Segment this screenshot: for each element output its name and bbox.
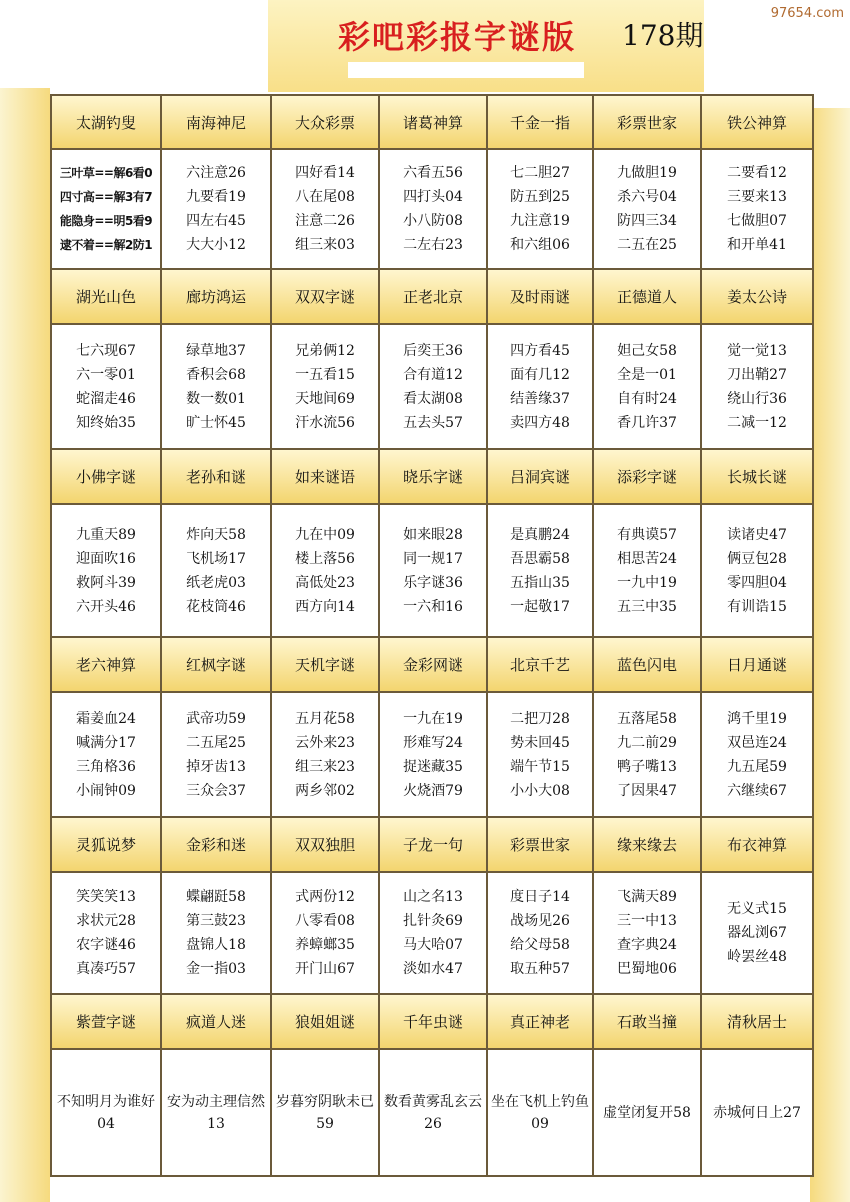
riddle-line: 如来眼28 (403, 526, 463, 543)
riddle-line: 端午节15 (510, 758, 570, 775)
riddle-line: 四好看14 (295, 165, 355, 181)
column-author-header: 千金一指 (487, 95, 593, 149)
site-watermark: 97654.com (770, 6, 844, 21)
riddle-line: 九做胆19 (617, 165, 677, 181)
column-author-header: 金彩和迷 (161, 817, 271, 872)
riddle-line: 炸向天58 (186, 526, 246, 543)
riddle-line: 面有几12 (510, 366, 570, 383)
riddle-line: 山之名13 (403, 889, 463, 905)
riddle-line: 养蟑螂35 (295, 937, 355, 953)
column-author-header: 缘来缘去 (593, 817, 701, 872)
riddle-cell (379, 692, 487, 817)
column-author-header: 南海神尼 (161, 95, 271, 149)
column-author-header: 蓝色闪电 (593, 637, 701, 692)
riddle-line: 注意二26 (295, 213, 355, 229)
riddle-line: 一九中19 (617, 574, 677, 591)
riddle-line: 妲己女58 (617, 342, 677, 359)
riddle-cell (51, 149, 161, 269)
column-author-header: 日月通谜 (701, 637, 813, 692)
riddle-line: 了因果47 (617, 782, 677, 799)
column-author-header: 千年虫谜 (379, 994, 487, 1049)
riddle-line: 结善缘37 (510, 390, 570, 407)
column-author-header: 老孙和谜 (161, 449, 271, 504)
riddle-cell (487, 692, 593, 817)
riddle-line: 坐在飞机上钓鱼09 (491, 1093, 589, 1132)
riddle-line: 六继续67 (727, 782, 787, 799)
riddle-line: 二五尾25 (186, 734, 246, 751)
left-border-decoration (0, 88, 50, 1202)
riddle-cell (161, 872, 271, 994)
riddle-line: 杀六号04 (617, 189, 677, 205)
riddle-line: 一九在19 (403, 710, 463, 727)
riddle-line: 俩豆包28 (727, 550, 787, 567)
riddle-line: 和六组06 (510, 237, 570, 253)
page-title: 彩吧彩报字谜版 (338, 18, 577, 56)
riddle-line: 西方向14 (295, 598, 355, 615)
riddle-line: 战场见26 (510, 913, 570, 929)
riddle-line: 数看黄雾乱玄云26 (384, 1093, 482, 1132)
riddle-line: 二把刀28 (510, 710, 570, 727)
riddle-cell (701, 324, 813, 449)
column-author-header: 紫萱字谜 (51, 994, 161, 1049)
column-author-header: 石敢当撞 (593, 994, 701, 1049)
riddle-line: 兄弟俩12 (295, 342, 355, 359)
riddle-line: 一起敬17 (510, 598, 570, 615)
riddle-line: 乐字谜36 (403, 574, 463, 591)
riddle-line: 金一指03 (186, 961, 246, 977)
riddle-line: 云外来23 (295, 734, 355, 751)
riddle-cell (701, 149, 813, 269)
riddle-line: 大大小12 (186, 237, 246, 253)
riddle-line: 求状元28 (76, 913, 136, 929)
riddle-line: 读诸史47 (727, 526, 787, 543)
riddle-cell (379, 149, 487, 269)
table-row (51, 324, 813, 449)
title-banner (268, 0, 704, 92)
riddle-line: 救阿斗39 (76, 574, 136, 591)
column-author-header: 晓乐字谜 (379, 449, 487, 504)
column-author-header: 双双独胆 (271, 817, 379, 872)
riddle-cell (593, 1049, 701, 1176)
riddle-line: 有典谟57 (617, 526, 677, 543)
riddle-cell (271, 872, 379, 994)
riddle-line: 取五种57 (510, 961, 570, 977)
riddle-cell (379, 872, 487, 994)
riddle-cell (379, 504, 487, 637)
riddle-line: 旷士怀45 (186, 414, 246, 431)
riddle-line: 一五看15 (295, 366, 355, 383)
column-author-header: 子龙一句 (379, 817, 487, 872)
riddle-line: 香积会68 (186, 366, 246, 383)
riddle-line: 蝶翩跹58 (186, 889, 246, 905)
riddle-cell (701, 692, 813, 817)
column-author-header: 大众彩票 (271, 95, 379, 149)
riddle-cell (161, 324, 271, 449)
riddle-line: 五去头57 (403, 414, 463, 431)
riddle-line: 飞满天89 (617, 889, 677, 905)
column-author-header: 彩票世家 (593, 95, 701, 149)
riddle-line: 三众会37 (186, 782, 246, 799)
riddle-line: 绿草地37 (186, 342, 246, 359)
table-row (51, 504, 813, 637)
table-row (51, 692, 813, 817)
column-author-header: 灵狐说梦 (51, 817, 161, 872)
riddle-line: 四寸高==解3有7 (59, 190, 153, 204)
riddle-line: 势未回45 (510, 734, 570, 751)
riddle-cell (51, 504, 161, 637)
riddle-cell (487, 872, 593, 994)
riddle-line: 盘锦人18 (186, 937, 246, 953)
riddle-line: 六注意26 (186, 165, 246, 181)
riddle-line: 度日子14 (510, 889, 570, 905)
riddle-line: 鸿千里19 (727, 710, 787, 727)
riddle-line: 小闹钟09 (76, 782, 136, 799)
column-author-header: 小佛字谜 (51, 449, 161, 504)
riddle-cell (51, 324, 161, 449)
riddle-line: 四方看45 (510, 342, 570, 359)
riddle-line: 九要看19 (186, 189, 246, 205)
column-author-header: 金彩网谜 (379, 637, 487, 692)
column-author-header: 彩票世家 (487, 817, 593, 872)
riddle-cell (487, 324, 593, 449)
riddle-line: 安为动主理信然13 (167, 1093, 265, 1132)
header-row (51, 269, 813, 324)
riddle-line: 九五尾59 (727, 758, 787, 775)
header-row (51, 449, 813, 504)
riddle-line: 二减一12 (727, 414, 787, 431)
riddle-line: 第三鼓23 (186, 913, 246, 929)
column-author-header: 如来谜语 (271, 449, 379, 504)
riddle-line: 火烧酒79 (403, 782, 463, 799)
riddle-line: 虚堂闭复开58 (603, 1104, 691, 1121)
riddle-cell (593, 324, 701, 449)
riddle-line: 淡如水47 (403, 961, 463, 977)
riddle-line: 鸭子嘴13 (617, 758, 677, 775)
column-author-header: 真正神老 (487, 994, 593, 1049)
column-author-header: 铁公神算 (701, 95, 813, 149)
riddle-cell (701, 504, 813, 637)
riddle-line: 纸老虎03 (186, 574, 246, 591)
riddle-line: 武帝功59 (186, 710, 246, 727)
riddle-line: 看太湖08 (403, 390, 463, 407)
riddle-cell (271, 149, 379, 269)
riddle-line: 器乣浏67 (727, 925, 787, 941)
riddle-cell (51, 872, 161, 994)
riddle-line: 零四胆04 (727, 574, 787, 591)
riddle-line: 霜姜血24 (76, 710, 136, 727)
riddle-line: 四打头04 (403, 189, 463, 205)
riddle-cell (161, 504, 271, 637)
riddle-line: 无义式15 (727, 901, 787, 917)
riddle-line: 三叶草==解6看0 (59, 166, 153, 180)
riddle-line: 马大哈07 (403, 937, 463, 953)
riddle-line: 全是一01 (617, 366, 677, 383)
riddle-line: 高低处23 (295, 574, 355, 591)
column-author-header: 添彩字谜 (593, 449, 701, 504)
column-author-header: 长城长谜 (701, 449, 813, 504)
riddle-line: 蛇溜走46 (76, 390, 136, 407)
riddle-line: 合有道12 (403, 366, 463, 383)
column-author-header: 北京千艺 (487, 637, 593, 692)
riddle-line: 有训诰15 (727, 598, 787, 615)
riddle-line: 绕山行36 (727, 390, 787, 407)
column-author-header: 廊坊鸿运 (161, 269, 271, 324)
riddle-line: 七二胆27 (510, 165, 570, 181)
banner-white-bar (348, 62, 584, 78)
riddle-line: 卖四方48 (510, 414, 570, 431)
riddle-line: 二要看12 (727, 165, 787, 181)
riddle-line: 一六和16 (403, 598, 463, 615)
riddle-line: 三一中13 (617, 913, 677, 929)
column-author-header: 布衣神算 (701, 817, 813, 872)
riddle-line: 相思苦24 (617, 550, 677, 567)
column-author-header: 及时雨谜 (487, 269, 593, 324)
column-author-header: 疯道人迷 (161, 994, 271, 1049)
riddle-line: 天地间69 (295, 390, 355, 407)
column-author-header: 清秋居士 (701, 994, 813, 1049)
riddle-line: 查字典24 (617, 937, 677, 953)
riddle-line: 四左右45 (186, 213, 246, 229)
riddle-line: 七做胆07 (727, 213, 787, 229)
riddle-line: 三角格36 (76, 758, 136, 775)
riddle-line: 组三来03 (295, 237, 355, 253)
riddle-line: 防四三34 (617, 213, 677, 229)
riddle-cell (379, 1049, 487, 1176)
riddle-line: 喊满分17 (76, 734, 136, 751)
column-author-header: 姜太公诗 (701, 269, 813, 324)
riddle-line: 三要来13 (727, 189, 787, 205)
riddle-line: 吾思霸58 (510, 550, 570, 567)
riddle-line: 赤城何日上27 (713, 1104, 801, 1121)
riddle-line: 五月花58 (295, 710, 355, 727)
riddle-line: 七六现67 (76, 342, 136, 359)
column-author-header: 太湖钓叟 (51, 95, 161, 149)
riddle-line: 两乡邻02 (295, 782, 355, 799)
riddle-line: 防五到25 (510, 189, 570, 205)
riddle-cell (271, 1049, 379, 1176)
header-row (51, 637, 813, 692)
riddle-line: 二左右23 (403, 237, 463, 253)
column-author-header: 诸葛神算 (379, 95, 487, 149)
riddle-cell (161, 1049, 271, 1176)
header-row (51, 95, 813, 149)
riddle-cell (271, 692, 379, 817)
riddle-line: 后奕王36 (403, 342, 463, 359)
riddle-cell (51, 692, 161, 817)
riddle-line: 和开单41 (727, 237, 787, 253)
riddle-line: 知终始35 (76, 414, 136, 431)
riddle-cell (593, 872, 701, 994)
riddle-line: 八零看08 (295, 913, 355, 929)
table-row (51, 872, 813, 994)
riddle-line: 五三中35 (617, 598, 677, 615)
riddle-line: 巴蜀地06 (617, 961, 677, 977)
riddle-line: 组三来23 (295, 758, 355, 775)
column-author-header: 吕洞宾谜 (487, 449, 593, 504)
riddle-line: 能隐身==明5看9 (59, 214, 153, 228)
riddle-line: 五落尾58 (617, 710, 677, 727)
column-author-header: 双双字谜 (271, 269, 379, 324)
riddle-cell (593, 692, 701, 817)
riddle-line: 扎针灸69 (403, 913, 463, 929)
riddle-cell (379, 324, 487, 449)
table-row (51, 149, 813, 269)
riddle-line: 汗水流56 (295, 414, 355, 431)
riddle-table (50, 94, 814, 1177)
riddle-line: 小小大08 (510, 782, 570, 799)
riddle-line: 同一规17 (403, 550, 463, 567)
riddle-line: 刀出鞘27 (727, 366, 787, 383)
riddle-line: 九重天89 (76, 526, 136, 543)
column-author-header: 老六神算 (51, 637, 161, 692)
riddle-line: 自有时24 (617, 390, 677, 407)
riddle-cell (161, 149, 271, 269)
riddle-cell (487, 1049, 593, 1176)
riddle-line: 九在中09 (295, 526, 355, 543)
riddle-cell (487, 504, 593, 637)
column-author-header: 正德道人 (593, 269, 701, 324)
column-author-header: 狼姐姐谜 (271, 994, 379, 1049)
riddle-line: 真凑巧57 (76, 961, 136, 977)
riddle-line: 掉牙齿13 (186, 758, 246, 775)
riddle-line: 觉一觉13 (727, 342, 787, 359)
riddle-cell (161, 692, 271, 817)
riddle-cell (51, 1049, 161, 1176)
riddle-line: 九二前29 (617, 734, 677, 751)
riddle-cell (701, 1049, 813, 1176)
riddle-line: 六看五56 (403, 165, 463, 181)
riddle-line: 开门山67 (295, 961, 355, 977)
riddle-line: 农字谜46 (76, 937, 136, 953)
column-author-header: 湖光山色 (51, 269, 161, 324)
riddle-line: 楼上落56 (295, 550, 355, 567)
riddle-line: 九注意19 (510, 213, 570, 229)
riddle-line: 笑笑笑13 (76, 889, 136, 905)
riddle-line: 五指山35 (510, 574, 570, 591)
riddle-line: 给父母58 (510, 937, 570, 953)
riddle-line: 六一零01 (76, 366, 136, 383)
header-row (51, 994, 813, 1049)
column-author-header: 正老北京 (379, 269, 487, 324)
riddle-line: 迎面吹16 (76, 550, 136, 567)
header-row (51, 817, 813, 872)
riddle-cell (701, 872, 813, 994)
riddle-cell (593, 504, 701, 637)
riddle-line: 香几许37 (617, 414, 677, 431)
riddle-line: 岁暮穷阴耿未已59 (276, 1093, 374, 1132)
riddle-line: 二五在25 (617, 237, 677, 253)
riddle-cell (271, 504, 379, 637)
riddle-line: 不知明月为谁好04 (57, 1093, 155, 1132)
riddle-line: 岭罢丝48 (727, 949, 787, 965)
riddle-line: 花枝筒46 (186, 598, 246, 615)
table-row (51, 1049, 813, 1176)
riddle-line: 逮不着==解2防1 (59, 238, 153, 252)
riddle-cell (271, 324, 379, 449)
right-border-decoration (810, 88, 850, 1202)
riddle-line: 形难写24 (403, 734, 463, 751)
riddle-line: 捉迷藏35 (403, 758, 463, 775)
riddle-line: 飞机场17 (186, 550, 246, 567)
issue-number: 178期 (622, 19, 704, 52)
riddle-line: 六开头46 (76, 598, 136, 615)
riddle-cell (487, 149, 593, 269)
riddle-line: 是真鹏24 (510, 526, 570, 543)
riddle-line: 双邑连24 (727, 734, 787, 751)
riddle-line: 数一数01 (186, 390, 246, 407)
riddle-line: 式两份12 (295, 889, 355, 905)
riddle-cell (593, 149, 701, 269)
riddle-line: 小八防08 (403, 213, 463, 229)
column-author-header: 天机字谜 (271, 637, 379, 692)
riddle-line: 八在尾08 (295, 189, 355, 205)
column-author-header: 红枫字谜 (161, 637, 271, 692)
